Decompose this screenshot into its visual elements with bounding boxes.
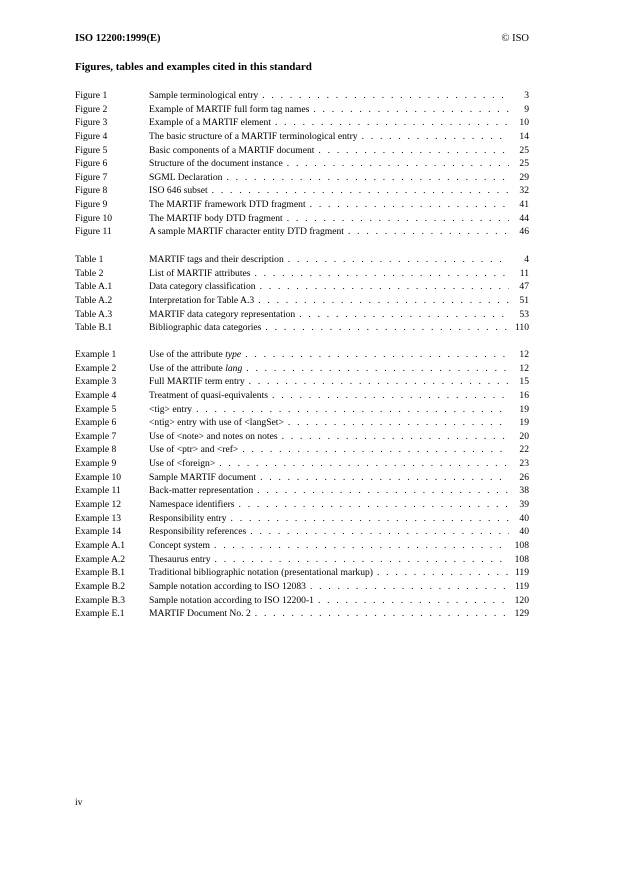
dot-leader [282, 430, 509, 444]
toc-entry[interactable] [75, 308, 529, 322]
entry-label: Example A.1 [75, 539, 126, 551]
entry-page-number: 22 [519, 444, 529, 456]
entry-title: Interpretation for Table A.3 [149, 294, 255, 306]
entry-title: Use of <ptr> and <ref> [149, 444, 239, 456]
entry-page-number: 110 [514, 322, 529, 334]
copyright-notice: © ISO [501, 33, 529, 44]
entry-page-number: 32 [519, 185, 529, 197]
toc-entry[interactable] [75, 89, 529, 103]
entry-title: The MARTIF framework DTD fragment [149, 199, 306, 211]
dot-leader [214, 539, 509, 553]
entry-page-number: 11 [519, 267, 529, 279]
entry-page-number: 46 [519, 226, 529, 238]
entry-label: Example 5 [75, 403, 117, 415]
figures-list [75, 89, 529, 239]
entry-label: Table B.1 [75, 322, 113, 334]
entry-label: Example 2 [75, 362, 117, 374]
entry-title: MARTIF data category representation [149, 308, 296, 320]
entry-title: Bibliographic data categories [149, 322, 262, 334]
entry-page-number: 25 [519, 158, 529, 170]
dot-leader [258, 294, 509, 308]
dot-leader [255, 607, 509, 621]
entry-title: Example of a MARTIF element [149, 117, 271, 129]
entry-page-number: 47 [519, 281, 529, 293]
entry-label: Table A.2 [75, 294, 113, 306]
entry-label: Example E.1 [75, 608, 125, 620]
entry-label: Table A.3 [75, 308, 113, 320]
entry-page-number: 12 [519, 349, 529, 360]
toc-entry[interactable] [75, 280, 529, 294]
entry-page-number: 26 [519, 471, 529, 483]
toc-entry[interactable] [75, 321, 529, 335]
dot-leader [249, 375, 509, 389]
dot-leader [212, 184, 509, 198]
entry-label: Figure 1 [75, 90, 108, 101]
entry-title: A sample MARTIF character entity DTD fragment [149, 226, 344, 238]
document-id: ISO 12200:1999(E) [75, 33, 161, 44]
entry-page-number: 10 [519, 117, 529, 129]
entry-title [149, 348, 241, 362]
entry-page-number: 15 [519, 376, 529, 388]
entry-title: Use of <note> and notes on notes [149, 430, 278, 442]
toc-entry[interactable] [75, 539, 529, 553]
dot-leader [288, 416, 509, 430]
entry-label: Example 9 [75, 458, 117, 470]
tables-list [75, 253, 529, 335]
entry-label: Example 12 [75, 499, 122, 511]
dot-leader [299, 308, 509, 322]
dot-leader [318, 144, 509, 158]
toc-entry[interactable] [75, 184, 529, 198]
entry-title: Back-matter representation [149, 485, 254, 497]
entry-title: Basic components of a MARTIF document [149, 144, 315, 156]
entry-page-number: 3 [524, 90, 529, 101]
entry-title: Thesaurus entry [149, 553, 211, 565]
entry-title-italic: lang [225, 362, 243, 374]
toc-entry[interactable] [75, 212, 529, 226]
entry-page-number: 25 [519, 144, 529, 156]
toc-entry[interactable] [75, 512, 529, 526]
entry-title: Responsibility references [149, 526, 247, 538]
entry-label: Figure 11 [75, 226, 112, 238]
dot-leader [310, 198, 509, 212]
entry-label: Example A.2 [75, 553, 126, 565]
entry-label: Example 6 [75, 417, 117, 429]
toc-entry[interactable] [75, 171, 529, 185]
toc-entry[interactable] [75, 498, 529, 512]
toc-entry[interactable] [75, 416, 529, 430]
entry-title: MARTIF tags and their description [149, 254, 284, 265]
entry-title: ISO 646 subset [149, 185, 208, 197]
dot-leader [260, 280, 509, 294]
entry-title: Treatment of quasi-equivalents [149, 389, 269, 401]
entry-title: Sample terminological entry [149, 90, 259, 101]
dot-leader [246, 362, 509, 376]
dot-leader [265, 321, 509, 335]
toc-entry[interactable] [75, 594, 529, 608]
dot-leader [318, 594, 509, 608]
dot-leader [257, 484, 509, 498]
entry-title-italic: type [225, 349, 242, 360]
entry-label: Figure 9 [75, 199, 108, 211]
entry-label: Table 2 [75, 267, 104, 279]
dot-leader [239, 498, 509, 512]
toc-entry[interactable] [75, 157, 529, 171]
entry-page-number: 129 [514, 608, 529, 620]
entry-title: SGML Declaration [149, 171, 223, 183]
entry-label: Figure 10 [75, 212, 113, 224]
toc-entry[interactable] [75, 389, 529, 403]
entry-title-text: Use of the attribute [149, 349, 226, 360]
entry-title: MARTIF Document No. 2 [149, 608, 251, 620]
entry-page-number: 108 [514, 553, 529, 565]
dot-leader [287, 212, 509, 226]
entry-page-number: 14 [519, 130, 529, 142]
toc-entry[interactable] [75, 348, 529, 362]
entry-label: Example 8 [75, 444, 117, 456]
toc-entry[interactable] [75, 103, 529, 117]
entry-page-number: 51 [519, 294, 529, 306]
toc-entry[interactable] [75, 198, 529, 212]
entry-label: Example 14 [75, 526, 122, 538]
entry-page-number: 38 [519, 485, 529, 497]
dot-leader [362, 130, 509, 144]
entry-label: Example B.2 [75, 580, 126, 592]
entry-title-text: Use of the attribute [149, 362, 226, 374]
dot-leader [310, 580, 509, 594]
entry-page-number: 23 [519, 458, 529, 470]
entry-label: Example 7 [75, 430, 117, 442]
entry-label: Example B.1 [75, 567, 126, 579]
entry-label: Example 10 [75, 471, 122, 483]
entry-label: Example 3 [75, 376, 117, 388]
entry-page-number: 9 [524, 103, 529, 115]
entry-title: Sample notation according to ISO 12200-1 [149, 594, 314, 606]
toc-entry[interactable] [75, 457, 529, 471]
entry-page-number: 41 [519, 199, 529, 211]
entry-label: Table A.1 [75, 281, 113, 293]
entry-page-number: 39 [519, 499, 529, 511]
entry-title: Data category classification [149, 281, 256, 293]
dot-leader [313, 103, 509, 117]
entry-title: Sample MARTIF document [149, 471, 257, 483]
page-number: iv [75, 797, 83, 808]
entry-title: Sample notation according to ISO 12083 [149, 580, 306, 592]
dot-leader [348, 225, 509, 239]
entry-title [149, 362, 242, 376]
dot-leader [196, 403, 509, 417]
toc-entry[interactable] [75, 553, 529, 567]
dot-leader [250, 525, 509, 539]
entry-label: Figure 5 [75, 144, 108, 156]
entry-page-number: 12 [519, 362, 529, 374]
toc-entry[interactable] [75, 375, 529, 389]
dot-leader [226, 171, 509, 185]
entry-label: Figure 4 [75, 130, 108, 142]
toc-entry[interactable] [75, 130, 529, 144]
entry-page-number: 4 [524, 254, 529, 265]
dot-leader [377, 566, 509, 580]
toc-entry[interactable] [75, 525, 529, 539]
toc-entry[interactable] [75, 225, 529, 239]
entry-title: Namespace identifiers [149, 499, 235, 511]
entry-page-number: 19 [519, 403, 529, 415]
toc-entry[interactable] [75, 116, 529, 130]
entry-label: Example 4 [75, 389, 117, 401]
dot-leader [262, 89, 509, 103]
toc-entry[interactable] [75, 294, 529, 308]
entry-title: The basic structure of a MARTIF terminological entry [149, 130, 358, 142]
toc-entry[interactable] [75, 267, 529, 281]
toc-entry[interactable] [75, 253, 529, 267]
section-title: Figures, tables and examples cited in this standard [75, 61, 312, 73]
toc-entry[interactable] [75, 403, 529, 417]
entry-label: Example B.3 [75, 594, 126, 606]
dot-leader [215, 553, 509, 567]
toc-entry[interactable] [75, 362, 529, 376]
entry-page-number: 119 [514, 567, 529, 579]
entry-title: <tig> entry [149, 403, 193, 415]
entry-page-number: 40 [519, 512, 529, 524]
entry-title: Concept system [149, 539, 211, 551]
page-header [75, 33, 529, 45]
entry-title: Example of MARTIF full form tag names [149, 103, 310, 115]
toc-entry[interactable] [75, 607, 529, 621]
dot-leader [275, 116, 509, 130]
toc-entry[interactable] [75, 471, 529, 485]
toc-entry[interactable] [75, 144, 529, 158]
entry-page-number: 53 [519, 308, 529, 320]
dot-leader [219, 457, 509, 471]
toc-entry[interactable] [75, 443, 529, 457]
entry-page-number: 119 [514, 580, 529, 592]
dot-leader [231, 512, 509, 526]
dot-leader [288, 253, 509, 267]
entry-title: <ntig> entry with use of <langSet> [149, 417, 284, 429]
entry-title: Full MARTIF term entry [149, 376, 245, 388]
entry-label: Table 1 [75, 254, 104, 265]
entry-label: Figure 6 [75, 158, 108, 170]
dot-leader [245, 348, 509, 362]
entry-title: Structure of the document instance [149, 158, 283, 170]
toc-entry[interactable] [75, 430, 529, 444]
dot-leader [254, 267, 509, 281]
dot-leader [272, 389, 509, 403]
entry-page-number: 120 [514, 594, 529, 606]
entry-page-number: 19 [519, 417, 529, 429]
entry-label: Figure 3 [75, 117, 108, 129]
dot-leader [287, 157, 509, 171]
entry-title: List of MARTIF attributes [149, 267, 251, 279]
entry-page-number: 44 [519, 212, 529, 224]
dot-leader [260, 471, 509, 485]
toc-entry[interactable] [75, 580, 529, 594]
entry-label: Figure 2 [75, 103, 108, 115]
entry-title: Use of <foreign> [149, 458, 216, 470]
entry-label: Figure 7 [75, 171, 108, 183]
toc-entry[interactable] [75, 484, 529, 498]
entry-page-number: 16 [519, 389, 529, 401]
entry-label: Figure 8 [75, 185, 108, 197]
entry-page-number: 20 [519, 430, 529, 442]
entry-page-number: 40 [519, 526, 529, 538]
entry-label: Example 1 [75, 349, 117, 360]
toc-entry[interactable] [75, 566, 529, 580]
entry-label: Example 13 [75, 512, 122, 524]
examples-list [75, 348, 529, 621]
entry-title: Responsibility entry [149, 512, 227, 524]
entry-title: The MARTIF body DTD fragment [149, 212, 283, 224]
dot-leader [242, 443, 509, 457]
entry-page-number: 29 [519, 171, 529, 183]
entry-page-number: 108 [514, 539, 529, 551]
entry-label: Example 11 [75, 485, 121, 497]
entry-title: Traditional bibliographic notation (presentational markup) [149, 567, 373, 579]
